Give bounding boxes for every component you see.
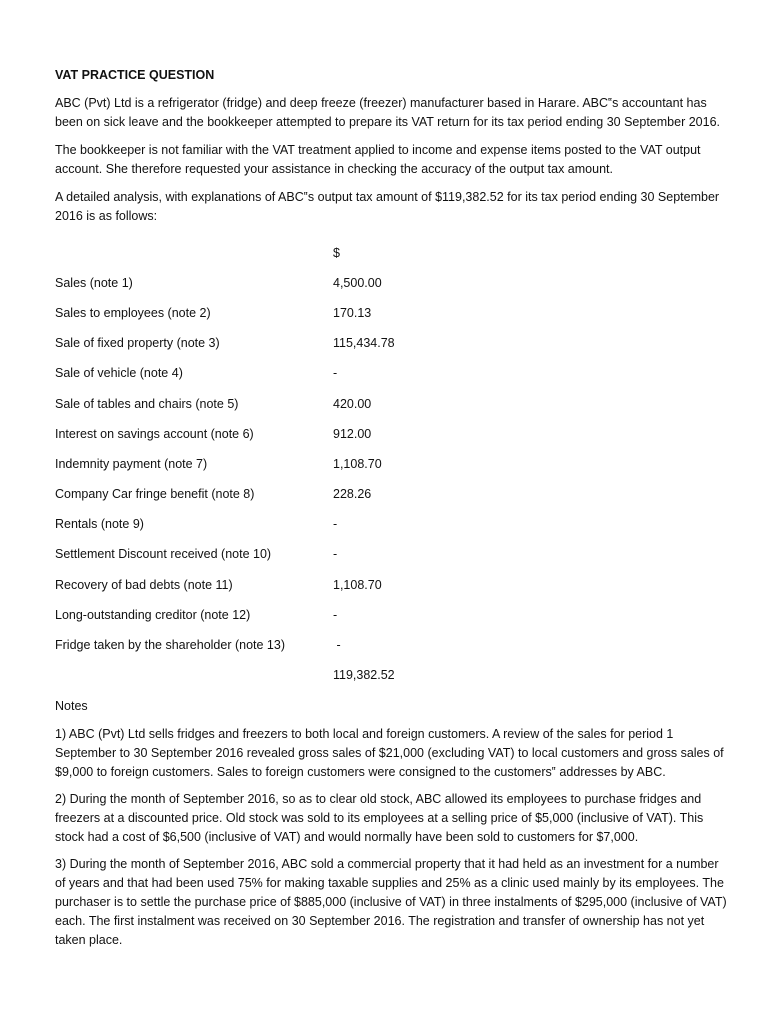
- notes-heading: Notes: [55, 698, 88, 713]
- row-label: Sale of vehicle (note 4): [55, 366, 183, 381]
- row-label: Indemnity payment (note 7): [55, 456, 208, 471]
- table-row: [55, 540, 728, 570]
- currency-header: $: [333, 245, 340, 260]
- table-row: [55, 449, 728, 479]
- table-row: [55, 389, 728, 419]
- row-label: Recovery of bad debts (note 11): [55, 577, 233, 592]
- table-row: [55, 359, 728, 389]
- row-label: Sale of fixed property (note 3): [55, 336, 220, 351]
- row-value: 912.00: [333, 426, 372, 441]
- table-row: [55, 268, 728, 298]
- document-title: VAT PRACTICE QUESTION: [55, 68, 215, 82]
- row-value: 1,108.70: [333, 456, 382, 471]
- table-row: [55, 630, 728, 660]
- row-label: Long-outstanding creditor (note 12): [55, 607, 251, 622]
- row-value: 4,500.00: [333, 275, 382, 290]
- table-row: [55, 480, 728, 510]
- row-value: 1,108.70: [333, 577, 382, 592]
- output-tax-table: [55, 238, 728, 691]
- table-row: [55, 570, 728, 600]
- row-value: 170.13: [333, 305, 372, 320]
- row-label: Company Car fringe benefit (note 8): [55, 487, 255, 502]
- row-value: 228.26: [333, 487, 372, 502]
- row-label: Sale of tables and chairs (note 5): [55, 396, 239, 411]
- note-1: 1) ABC (Pvt) Ltd sells fridges and freezers to both local and foreign customers. A review of the sales for period 1 September to 30 September 2016 revealed gross sales of $21,000 (excluding VAT) to local customers and gross sales of $9,000 to foreign customers. Sales to foreign customers were consigned to the customers‟ addresses by ABC.: [55, 726, 724, 779]
- row-label: Settlement Discount received (note 10): [55, 547, 272, 562]
- row-label: Rentals (note 9): [55, 517, 144, 532]
- row-label: Fridge taken by the shareholder (note 13): [55, 638, 285, 653]
- table-total-row: [55, 661, 728, 691]
- row-label: Sales (note 1): [55, 275, 133, 290]
- total-value: 119,382.52: [333, 668, 395, 683]
- note-2: 2) During the month of September 2016, so as to clear old stock, ABC allowed its employees to purchase fridges and freezers at a discounted price. Old stock was sold to its employees at a selling price of $5,000 (inclusive of VAT). This stock had a cost of $6,500 (inclusive of VAT) and would normally have been sold to customers for $7,000.: [55, 791, 704, 844]
- table-row: [55, 510, 728, 540]
- note-3: 3) During the month of September 2016, ABC sold a commercial property that it had held as an investment for a number of years and that had been used 75% for making taxable supplies and 25% as a clinic used mainly by its employees. The purchaser is to settle the purchase price of $885,000 (inclusive of VAT) in three instalments of $295,000 (inclusive of VAT) each. The first instalment was received on 30 September 2016. The registration and transfer of ownership has not yet taken place.: [55, 856, 727, 947]
- table-row: [55, 419, 728, 449]
- row-label: Interest on savings account (note 6): [55, 426, 254, 441]
- table-row: [55, 600, 728, 630]
- row-label: Sales to employees (note 2): [55, 305, 211, 320]
- row-value: -: [333, 638, 341, 653]
- intro-paragraph-1: ABC (Pvt) Ltd is a refrigerator (fridge) and deep freeze (freezer) manufacturer based in Harare. ABC‟s accountant has been on sick leave and the bookkeeper attempted to prepare its VAT return for its tax period ending 30 September 2016.: [55, 96, 720, 129]
- table-row: [55, 329, 728, 359]
- row-value: 420.00: [333, 396, 372, 411]
- intro-paragraph-3: A detailed analysis, with explanations of ABC‟s output tax amount of $119,382.52 for its tax period ending 30 September 2016 is as follows:: [55, 190, 720, 223]
- table-row: [55, 298, 728, 328]
- row-value: -: [333, 607, 338, 622]
- row-value: -: [333, 517, 338, 532]
- row-value: -: [333, 366, 338, 381]
- row-value: 115,434.78: [333, 336, 395, 351]
- table-header-row: [55, 238, 728, 268]
- intro-paragraph-2: The bookkeeper is not familiar with the VAT treatment applied to income and expense items posted to the VAT output account. She therefore requested your assistance in checking the accuracy of the output tax amount.: [55, 143, 701, 176]
- row-value: -: [333, 547, 338, 562]
